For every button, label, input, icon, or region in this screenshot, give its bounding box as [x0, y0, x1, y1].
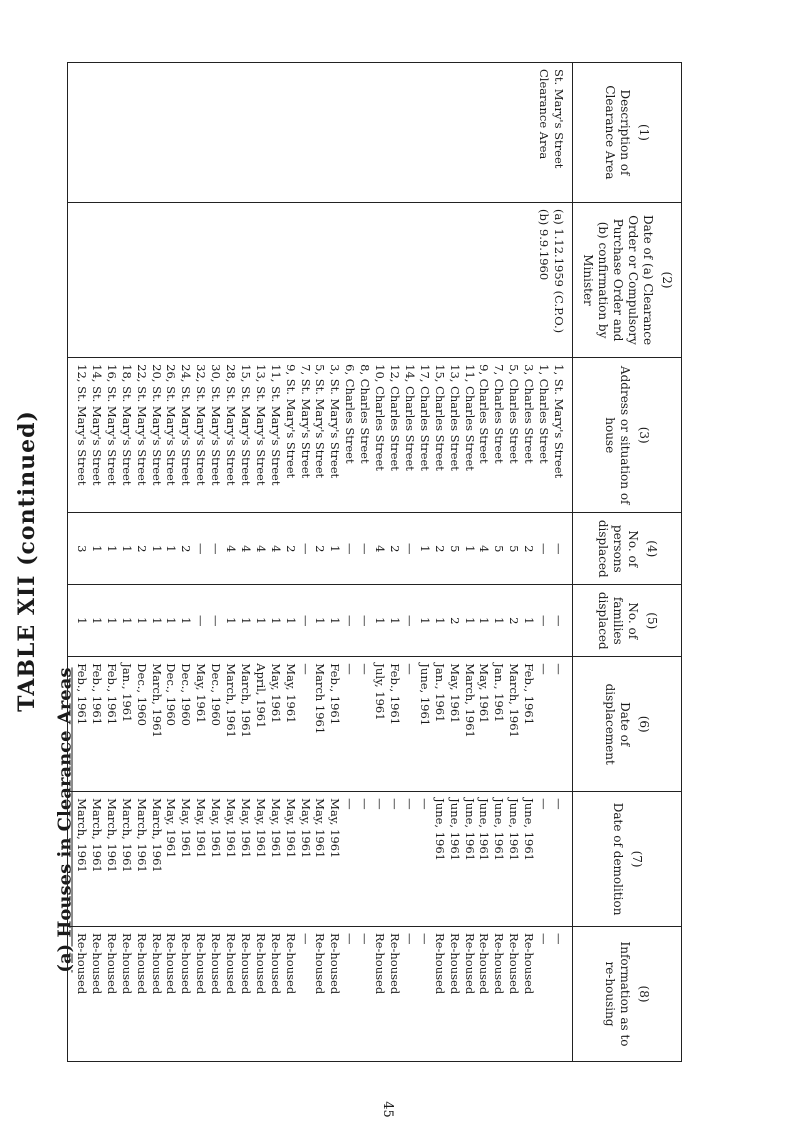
persons-entry: 2	[179, 545, 194, 553]
col-header-displacement: (6) Date of displacement	[573, 657, 682, 792]
persons-entry: —	[194, 543, 209, 555]
families-entry: —	[358, 615, 373, 627]
displacement-entry: May, 1961	[268, 663, 283, 724]
displacement-entry: Feb., 1961	[104, 663, 119, 726]
rehousing-entry: Re-housed	[507, 933, 522, 995]
rehousing-entry: Re-housed	[75, 933, 89, 995]
demolition-entry: June, 1961	[447, 798, 462, 861]
address-entry: 1, Charles Street	[537, 364, 552, 464]
persons-entry: 4	[224, 545, 239, 553]
address-entry: 12, Charles Street	[388, 364, 403, 471]
persons-entry: 1	[164, 545, 179, 553]
rehousing-entry: —	[402, 933, 417, 945]
displacement-entry: Feb., 1961	[75, 663, 89, 726]
col-header-demolition: (7) Date of demolition	[573, 792, 682, 927]
rehousing-entry: Re-housed	[388, 933, 403, 995]
address-entry: 5, St. Mary's Street	[313, 364, 328, 479]
families-entry: 1	[75, 617, 89, 625]
displacement-entry: —	[552, 663, 566, 675]
area-description-line: Clearance Area	[537, 69, 552, 160]
demolition-entry: May, 1961	[328, 798, 343, 859]
persons-entry: 5	[492, 545, 507, 553]
area-date-line: (b) 9.9.1960	[537, 208, 552, 281]
demolition-entry: June, 1961	[432, 798, 447, 861]
displacement-entry: July, 1961	[373, 663, 388, 721]
rehousing-entry: —	[417, 933, 432, 945]
persons-entry: 2	[432, 545, 447, 553]
demolition-entry: May, 1961	[268, 798, 283, 859]
address-entry: 3, St. Mary's Street	[328, 364, 343, 479]
persons-entry: 1	[417, 545, 432, 553]
address-entry: 6, Charles Street	[343, 364, 358, 464]
persons-entry: —	[552, 543, 566, 555]
persons-entry: 2	[313, 545, 328, 553]
rehousing-entry: Re-housed	[179, 933, 194, 995]
demolition-entry: June, 1961	[492, 798, 507, 861]
displacement-entry: May, 1961	[447, 663, 462, 724]
rehousing-entry: Re-housed	[164, 933, 179, 995]
families-entry: 1	[268, 617, 283, 625]
displacement-entry: Feb., 1961	[388, 663, 403, 726]
persons-entry: 4	[253, 545, 268, 553]
demolition-entry: March, 1961	[149, 798, 164, 873]
persons-entry: —	[402, 543, 417, 555]
demolition-entry: —	[373, 798, 388, 810]
persons-entry: 1	[149, 545, 164, 553]
rehousing-entry: —	[298, 933, 313, 945]
rehousing-entry: Re-housed	[477, 933, 492, 995]
rehousing-entry: Re-housed	[89, 933, 104, 995]
rehousing-entry: Re-housed	[134, 933, 149, 995]
persons-entry: 2	[522, 545, 537, 553]
families-entry: 1	[134, 617, 149, 625]
families-entry: 1	[238, 617, 253, 625]
families-entry: 1	[417, 617, 432, 625]
rotated-table-wrapper	[75, 62, 682, 1062]
demolition-entry: March, 1961	[104, 798, 119, 873]
persons-entry: 4	[238, 545, 253, 553]
address-entry: 17, Charles Street	[417, 364, 432, 471]
demolition-entry: May, 1961	[209, 798, 224, 859]
demolition-entry: May, 1961	[253, 798, 268, 859]
displacement-column	[68, 657, 573, 792]
header-row	[573, 63, 682, 1062]
address-entry: 24, St. Mary's Street	[179, 364, 194, 486]
persons-entry: 4	[268, 545, 283, 553]
persons-entry: —	[209, 543, 224, 555]
address-entry: 28, St. Mary's Street	[224, 364, 239, 486]
persons-entry: 2	[283, 545, 298, 553]
displacement-entry: —	[343, 663, 358, 675]
families-entry: 1	[149, 617, 164, 625]
families-entry: 1	[388, 617, 403, 625]
rehousing-entry: —	[343, 933, 358, 945]
displacement-entry: —	[537, 663, 552, 675]
address-entry: 5, Charles Street	[507, 364, 522, 464]
rehousing-entry: —	[552, 933, 566, 945]
rehousing-entry: Re-housed	[224, 933, 239, 995]
rehousing-entry: Re-housed	[447, 933, 462, 995]
rehousing-entry: Re-housed	[283, 933, 298, 995]
rehousing-entry: —	[358, 933, 373, 945]
rehousing-entry: Re-housed	[238, 933, 253, 995]
address-entry: 13, Charles Street	[447, 364, 462, 471]
displacement-entry: March, 1961	[149, 663, 164, 738]
families-entry: 1	[179, 617, 194, 625]
displacement-entry: March, 1961	[507, 663, 522, 738]
demolition-entry: —	[388, 798, 403, 810]
persons-entry: 5	[447, 545, 462, 553]
col-header-order-date: (2) Date of (a) Clearance Order or Compulsory Purchase Order and (b) confirmation by Minister	[573, 202, 682, 357]
families-entry: —	[537, 615, 552, 627]
families-entry: 1	[164, 617, 179, 625]
displacement-entry: June, 1961	[417, 663, 432, 727]
displacement-entry: Jan., 1961	[119, 663, 134, 723]
rehousing-entry: Re-housed	[492, 933, 507, 995]
address-entry: 26, St. Mary's Street	[164, 364, 179, 486]
address-entry: 14, Charles Street	[402, 364, 417, 471]
families-entry: 1	[104, 617, 119, 625]
demolition-entry: June, 1961	[507, 798, 522, 861]
persons-entry: 4	[477, 545, 492, 553]
persons-entry: 3	[75, 545, 89, 553]
displacement-entry: —	[358, 663, 373, 675]
demolition-entry: May, 1961	[194, 798, 209, 859]
address-entry: 22, St. Mary's Street	[134, 364, 149, 486]
families-entry: 1	[432, 617, 447, 625]
demolition-entry: March, 1961	[75, 798, 89, 873]
rehousing-entry: —	[537, 933, 552, 945]
demolition-entry: March, 1961	[89, 798, 104, 873]
address-entry: 11, St. Mary's Street	[268, 364, 283, 486]
families-entry: 1	[492, 617, 507, 625]
families-entry: —	[194, 615, 209, 627]
demolition-entry: May, 1961	[238, 798, 253, 859]
demolition-entry: May, 1961	[179, 798, 194, 859]
displacement-entry: Dec., 1960	[164, 663, 179, 726]
address-entry: 18, St. Mary's Street	[119, 364, 134, 486]
families-entry: 1	[522, 617, 537, 625]
clearance-table	[67, 62, 682, 1062]
address-entry: 30, St. Mary's Street	[209, 364, 224, 486]
persons-column	[68, 513, 573, 585]
demolition-entry: March, 1961	[134, 798, 149, 873]
col-header-rehousing: (8) Information as to re-housing	[573, 927, 682, 1062]
rehousing-entry: Re-housed	[432, 933, 447, 995]
rehousing-entry: Re-housed	[313, 933, 328, 995]
address-entry: 1, St. Mary's Street	[552, 364, 566, 479]
address-entry: 16, St. Mary's Street	[104, 364, 119, 486]
persons-entry: 1	[119, 545, 134, 553]
address-entry: 12, St. Mary's Street	[75, 364, 89, 486]
address-entry: 9, St. Mary's Street	[283, 364, 298, 479]
persons-entry: —	[537, 543, 552, 555]
demolition-entry: May, 1961	[313, 798, 328, 859]
demolition-entry: March, 1961	[119, 798, 134, 873]
displacement-entry: Feb., 1961	[328, 663, 343, 726]
families-entry: 1	[89, 617, 104, 625]
families-entry: 1	[313, 617, 328, 625]
families-entry: —	[552, 615, 566, 627]
address-entry: 9, Charles Street	[477, 364, 492, 464]
families-entry: 1	[373, 617, 388, 625]
demolition-entry: —	[402, 798, 417, 810]
displacement-entry: March, 1961	[462, 663, 477, 738]
rehousing-entry: Re-housed	[104, 933, 119, 995]
col-header-families: (5) No. of families displaced	[573, 585, 682, 657]
families-entry: —	[343, 615, 358, 627]
rehousing-entry: Re-housed	[253, 933, 268, 995]
address-entry: 7, St. Mary's Street	[298, 364, 313, 479]
displacement-entry: April, 1961	[253, 663, 268, 729]
families-entry: 1	[477, 617, 492, 625]
demolition-entry: May, 1961	[224, 798, 239, 859]
rehousing-entry: Re-housed	[373, 933, 388, 995]
address-column	[68, 358, 573, 513]
displacement-entry: Jan., 1961	[432, 663, 447, 723]
table-body-row	[68, 63, 573, 1062]
families-column	[68, 585, 573, 657]
address-entry: 13, St. Mary's Street	[253, 364, 268, 486]
address-entry: 20, St. Mary's Street	[149, 364, 164, 486]
col-header-persons: (4) No. of persons displaced	[573, 513, 682, 585]
address-entry: 15, Charles Street	[432, 364, 447, 471]
demolition-entry: —	[358, 798, 373, 810]
area-date-line: (a) 1.12.1959 (C.P.O.)	[552, 208, 566, 334]
families-entry: —	[298, 615, 313, 627]
displacement-entry: March, 1961	[224, 663, 239, 738]
displacement-entry: May, 1961	[283, 663, 298, 724]
demolition-entry: June, 1961	[522, 798, 537, 861]
displacement-entry: Jan., 1961	[492, 663, 507, 723]
rehousing-column	[68, 927, 573, 1062]
table-subtitle: (a) Houses in Clearance Areas	[54, 667, 76, 973]
page-number: 45	[379, 1101, 395, 1118]
persons-entry: 1	[104, 545, 119, 553]
address-entry: 11, Charles Street	[462, 364, 477, 471]
displacement-entry: May, 1961	[477, 663, 492, 724]
persons-entry: —	[298, 543, 313, 555]
displacement-entry: March, 1961	[238, 663, 253, 738]
displacement-entry: —	[298, 663, 313, 675]
rehousing-entry: Re-housed	[149, 933, 164, 995]
persons-entry: 1	[462, 545, 477, 553]
families-entry: 1	[224, 617, 239, 625]
families-entry: 2	[447, 617, 462, 625]
rehousing-entry: Re-housed	[119, 933, 134, 995]
families-entry: —	[209, 615, 224, 627]
persons-entry: 4	[373, 545, 388, 553]
displacement-entry: Dec., 1960	[134, 663, 149, 726]
table-title: TABLE XII (continued)	[14, 410, 40, 712]
demolition-entry: —	[343, 798, 358, 810]
displacement-entry: Dec., 1960	[209, 663, 224, 726]
demolition-entry: May, 1961	[298, 798, 313, 859]
persons-entry: —	[358, 543, 373, 555]
persons-entry: —	[343, 543, 358, 555]
area-description-line: St. Mary's Street	[552, 69, 566, 169]
rehousing-entry: Re-housed	[328, 933, 343, 995]
demolition-entry: —	[417, 798, 432, 810]
area-description-cell	[68, 63, 573, 203]
col-header-address: (3) Address or situation of house	[573, 358, 682, 513]
rehousing-entry: Re-housed	[522, 933, 537, 995]
address-entry: 10, Charles Street	[373, 364, 388, 471]
demolition-column	[68, 792, 573, 927]
families-entry: 1	[462, 617, 477, 625]
address-entry: 7, Charles Street	[492, 364, 507, 464]
demolition-entry: June, 1961	[477, 798, 492, 861]
col-header-description: (1) Description of Clearance Area	[573, 63, 682, 203]
rehousing-entry: Re-housed	[209, 933, 224, 995]
demolition-entry: June, 1961	[462, 798, 477, 861]
address-entry: 8, Charles Street	[358, 364, 373, 464]
persons-entry: 5	[507, 545, 522, 553]
persons-entry: 2	[134, 545, 149, 553]
families-entry: 1	[328, 617, 343, 625]
rehousing-entry: Re-housed	[462, 933, 477, 995]
rehousing-entry: Re-housed	[194, 933, 209, 995]
displacement-entry: Feb., 1961	[89, 663, 104, 726]
address-entry: 3, Charles Street	[522, 364, 537, 464]
address-entry: 32, St. Mary's Street	[194, 364, 209, 486]
displacement-entry: —	[402, 663, 417, 675]
displacement-entry: March 1961	[313, 663, 328, 735]
demolition-entry: May, 1961	[164, 798, 179, 859]
rehousing-entry: Re-housed	[268, 933, 283, 995]
demolition-entry: May, 1961	[283, 798, 298, 859]
displacement-entry: Feb., 1961	[522, 663, 537, 726]
area-dates-cell	[68, 202, 573, 357]
families-entry: 1	[119, 617, 134, 625]
demolition-entry: —	[552, 798, 566, 810]
displacement-entry: May, 1961	[194, 663, 209, 724]
families-entry: 1	[283, 617, 298, 625]
persons-entry: 2	[388, 545, 403, 553]
demolition-entry: —	[537, 798, 552, 810]
persons-entry: 1	[328, 545, 343, 553]
families-entry: 2	[507, 617, 522, 625]
address-entry: 15, St. Mary's Street	[238, 364, 253, 486]
address-entry: 14, St. Mary's Street	[89, 364, 104, 486]
families-entry: —	[402, 615, 417, 627]
families-entry: 1	[253, 617, 268, 625]
displacement-entry: Dec., 1960	[179, 663, 194, 726]
persons-entry: 1	[89, 545, 104, 553]
